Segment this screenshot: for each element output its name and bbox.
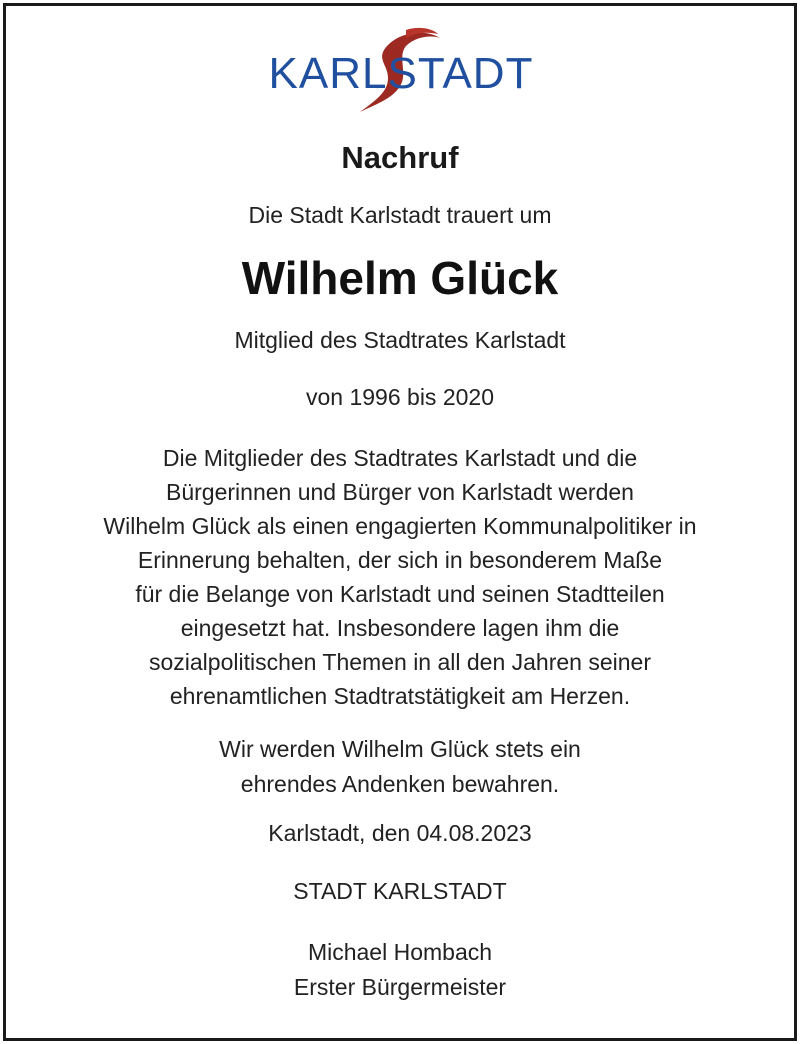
closing-line: Wir werden Wilhelm Glück stets ein <box>219 736 581 762</box>
tribute-paragraph <box>0 441 800 713</box>
tribute-line: für die Belange von Karlstadt und seinen Stadtteilen <box>135 581 665 607</box>
signer-title: Erster Bürgermeister <box>293 974 507 1000</box>
tribute-line: Bürgerinnen und Bürger von Karlstadt werden <box>166 479 634 505</box>
obituary-heading: Nachruf <box>341 140 459 175</box>
karlstadt-logo-graphic <box>256 26 546 118</box>
organization-name: STADT KARLSTADT <box>293 878 507 904</box>
karlstadt-logo <box>256 26 546 118</box>
logo-wordmark: KARLSTADT <box>268 49 534 98</box>
tribute-line: sozialpolitischen Themen in all den Jahren seiner <box>148 649 652 675</box>
signer-block <box>0 935 800 1005</box>
intro-text: Die Stadt Karlstadt trauert um <box>248 202 552 228</box>
tribute-line: Erinnerung behalten, der sich in besonderem Maße <box>137 547 663 573</box>
deceased-name: Wilhelm Glück <box>241 252 559 304</box>
closing-paragraph <box>0 732 800 802</box>
closing-line: ehrendes Andenken bewahren. <box>240 771 560 797</box>
signer-name: Michael Hombach <box>307 939 493 965</box>
tribute-line: eingesetzt hat. Insbesondere lagen ihm die <box>180 615 620 641</box>
place-date: Karlstadt, den 04.08.2023 <box>268 820 532 846</box>
service-years: von 1996 bis 2020 <box>306 384 494 410</box>
tribute-line: Wilhelm Glück als einen engagierten Kommunalpolitiker in <box>103 513 697 539</box>
tribute-line: ehrenamtlichen Stadtratstätigkeit am Herzen. <box>169 683 631 709</box>
role-text: Mitglied des Stadtrates Karlstadt <box>234 327 566 353</box>
tribute-line: Die Mitglieder des Stadtrates Karlstadt und die <box>162 445 638 471</box>
